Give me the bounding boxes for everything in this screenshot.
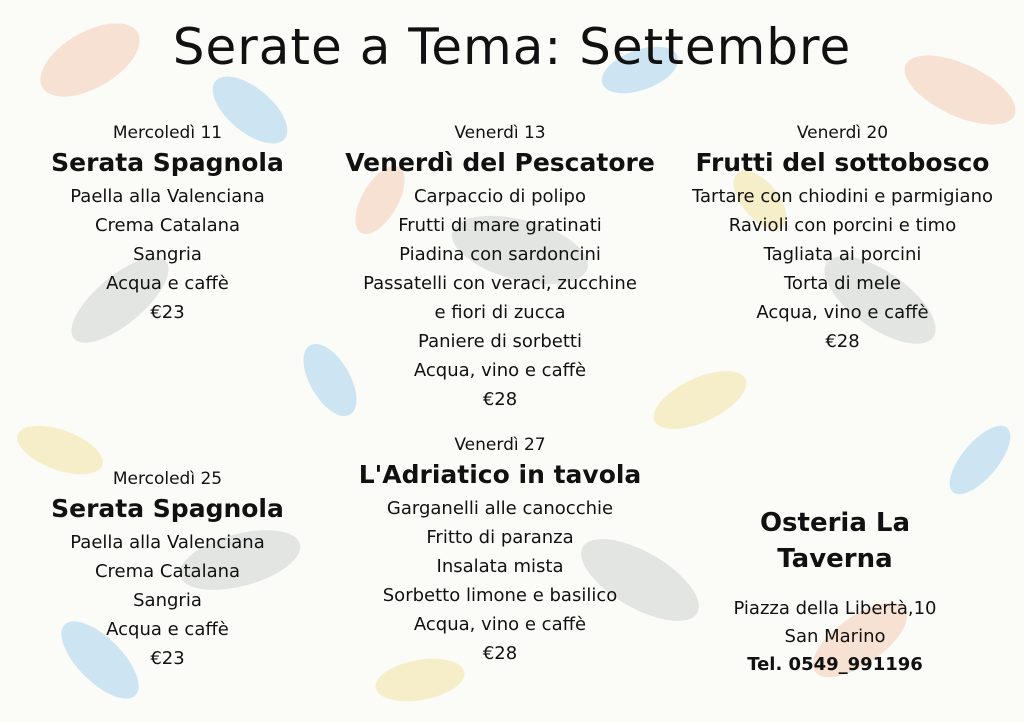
event-venerdi-27 [355, 434, 645, 668]
event-mercoledi-11 [40, 122, 295, 327]
event-price: €28 [825, 331, 860, 352]
dish-item: Acqua, vino e caffè [756, 302, 929, 323]
event-date: Venerdì 20 [796, 123, 889, 143]
dish-item: Fritto di paranza [426, 527, 574, 548]
event-price: €23 [150, 648, 185, 669]
dish-item: Torta di mele [784, 273, 901, 294]
dish-item: Acqua e caffè [106, 273, 229, 294]
dish-item: Ravioli con porcini e timo [728, 215, 957, 236]
dish-list [40, 528, 295, 644]
event-date: Venerdì 27 [454, 435, 546, 455]
dish-item: Sorbetto limone e basilico [382, 585, 618, 606]
dish-item: Paniere di sorbetti [418, 331, 582, 352]
event-title: Frutti del sottobosco [695, 148, 990, 177]
dish-item: Paella alla Valenciana [70, 532, 265, 553]
event-date: Venerdì 13 [454, 123, 546, 143]
event-price: €23 [150, 302, 185, 323]
dish-item: Paella alla Valenciana [70, 186, 265, 207]
event-price: €28 [482, 389, 518, 410]
dish-item: e fiori di zucca [434, 302, 566, 323]
dish-item: Acqua e caffè [106, 619, 229, 640]
venue-address: Piazza della Libertà,10 [733, 598, 937, 619]
venue-city: San Marino [784, 626, 886, 647]
dish-item: Tartare con chiodini e parmigiano [692, 186, 993, 207]
dish-item: Sangria [133, 590, 202, 611]
event-price: €28 [482, 643, 518, 664]
venue-name: Osteria La Taverna [759, 508, 911, 574]
dish-list [40, 182, 295, 298]
event-date: Mercoledì 11 [112, 123, 223, 143]
dish-item: Passatelli con veraci, zucchine [363, 273, 637, 294]
dish-list [670, 182, 1015, 327]
page-title: Serate a Tema: Settembre [172, 18, 852, 76]
dish-list [330, 182, 670, 385]
event-venerdi-20 [670, 122, 1015, 356]
event-title: L'Adriatico in tavola [358, 460, 642, 489]
dish-item: Frutti di mare gratinati [398, 215, 602, 236]
dish-item: Sangria [133, 244, 202, 265]
venue-info [715, 505, 955, 679]
event-date: Mercoledì 25 [112, 469, 223, 489]
event-title: Venerdì del Pescatore [345, 148, 655, 177]
dish-list [355, 494, 645, 639]
dish-item: Piadina con sardoncini [399, 244, 601, 265]
dish-item: Crema Catalana [94, 561, 241, 582]
dish-item: Garganelli alle canocchie [386, 498, 614, 519]
event-title: Serata Spagnola [51, 148, 284, 177]
event-venerdi-13 [330, 122, 670, 414]
event-title: Serata Spagnola [51, 494, 284, 523]
dish-item: Carpaccio di polipo [413, 186, 586, 207]
venue-phone: Tel. 0549_991196 [747, 654, 923, 675]
event-mercoledi-25 [40, 468, 295, 673]
dish-item: Insalata mista [436, 556, 564, 577]
dish-item: Acqua, vino e caffè [413, 360, 587, 381]
dish-item: Crema Catalana [94, 215, 241, 236]
dish-item: Tagliata ai porcini [763, 244, 922, 265]
dish-item: Acqua, vino e caffè [413, 614, 587, 635]
